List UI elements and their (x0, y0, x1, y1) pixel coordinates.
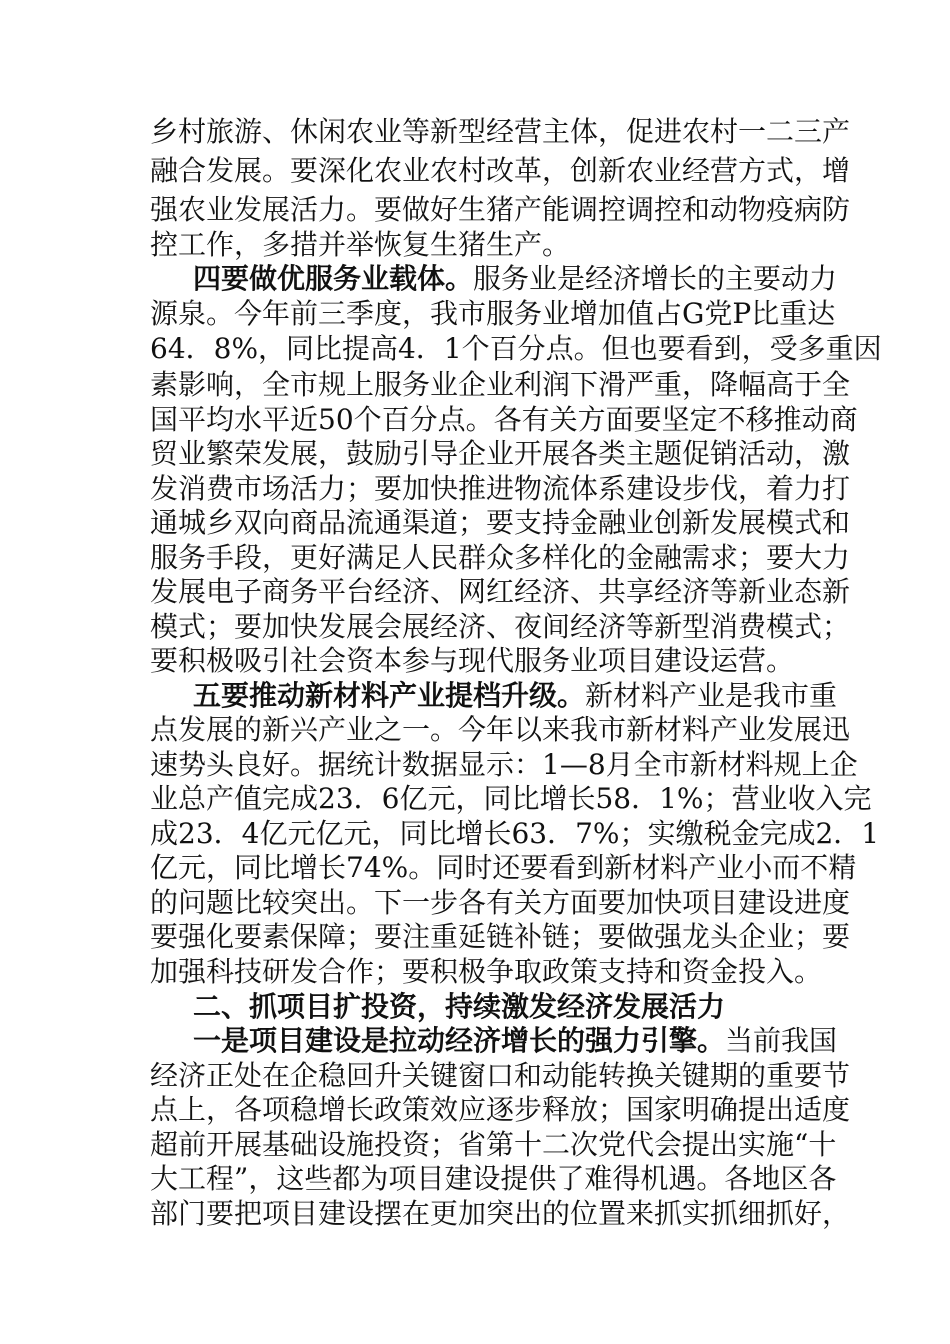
paragraph-line (150, 1159, 837, 1199)
line-text: 素影响，全市规上服务业企业利润下滑严重，降幅高于全 (150, 368, 851, 401)
paragraph-line (150, 952, 823, 992)
lead-text: 四要做优服务业载体。 (193, 262, 474, 295)
paragraph-line (150, 1194, 851, 1234)
line-text: 强农业发展活力。要做好生猪产能调控调控和动物疫病防 (150, 193, 851, 226)
paragraph-line (150, 329, 882, 369)
line-text: 亿元，同比增长74%。同时还要看到新材料产业小而不精 (150, 851, 857, 884)
line-text: 控工作，多措并举恢复生猪生产。 (150, 228, 571, 261)
line-text: 要强化要素保障；要注重延链补链；要做强龙头企业；要 (150, 920, 851, 953)
paragraph-line (150, 572, 851, 612)
line-text: 业总产值完成23．6亿元，同比增长58．1%；营业收入完 (150, 782, 872, 815)
line-text: 点上，各项稳增长政策效应逐步释放；国家明确提出适度 (150, 1093, 851, 1126)
line-text: 新材料产业是我市重 (585, 679, 838, 712)
paragraph-line (150, 151, 851, 191)
line-text: 要积极吸引社会资本参与现代服务业项目建设运营。 (150, 644, 795, 677)
line-text: 服务手段，更好满足人民群众多样化的金融需求；要大力 (150, 541, 851, 574)
line-text: 国平均水平近50个百分点。各有关方面要坚定不移推动商 (150, 403, 858, 436)
line-text: 源泉。今年前三季度，我市服务业增加值占G党P比重达 (150, 297, 836, 330)
line-text: 通城乡双向商品流通渠道；要支持金融业创新发展模式和 (150, 506, 851, 539)
paragraph-line (150, 848, 857, 888)
line-text: 融合发展。要深化农业农村改革，创新农业经营方式，增 (150, 154, 851, 187)
line-text: 发展电子商务平台经济、网红经济、共享经济等新业态新 (150, 575, 851, 608)
line-text: 的问题比较突出。下一步各有关方面要加快项目建设进度 (150, 886, 851, 919)
paragraph-line (150, 917, 851, 957)
line-text: 大工程”，这些都为项目建设提供了难得机遇。各地区各 (150, 1162, 837, 1195)
line-text: 贸业繁荣发展，鼓励引导企业开展各类主题促销活动，激 (150, 437, 851, 470)
lead-text: 五要推动新材料产业提档升级。 (193, 679, 586, 712)
heading-text: 二、抓项目扩投资，持续激发经济发展活力 (193, 990, 726, 1023)
line-text: 部门要把项目建设摆在更加突出的位置来抓实抓细抓好， (150, 1197, 851, 1230)
paragraph-line (150, 779, 872, 819)
paragraph-line (150, 710, 851, 750)
paragraph-line (150, 365, 851, 405)
paragraph-line (150, 641, 810, 681)
lead-text: 一是项目建设是拉动经济增长的强力引擎。 (193, 1024, 726, 1057)
line-text: 经济正处在企稳回升关键窗口和动能转换关键期的重要节 (150, 1059, 851, 1092)
paragraph-line (150, 434, 851, 474)
line-text: 发消费市场活力；要加快推进物流体系建设步伐，着力打 (150, 472, 851, 505)
paragraph-line (193, 1021, 838, 1061)
paragraph-line (150, 1090, 851, 1130)
line-text: 超前开展基础设施投资；省第十二次党代会提出实施“十 (150, 1128, 837, 1161)
paragraph-line (150, 503, 851, 543)
line-text: 64．8%，同比提高4．1个百分点。但也要看到，受多重因 (150, 332, 882, 365)
paragraph-line (193, 259, 838, 299)
line-text: 点发展的新兴产业之一。今年以来我市新材料产业发展迅 (150, 713, 851, 746)
line-text: 模式；要加快发展会展经济、夜间经济等新型消费模式； (150, 610, 851, 643)
paragraph-line (150, 190, 851, 230)
line-text: 加强科技研发合作；要积极争取政策支持和资金投入。 (150, 955, 823, 988)
line-text: 成23．4亿元亿元，同比增长63．7%；实缴税金完成2．1 (150, 817, 880, 850)
line-text: 速势头良好。据统计数据显示：1—8月全市新材料规上企 (150, 748, 858, 781)
paragraph-line (150, 112, 851, 152)
line-text: 服务业是经济增长的主要动力 (473, 262, 838, 295)
line-text: 乡村旅游、休闲农业等新型经营主体，促进农村一二三产 (150, 115, 851, 148)
line-text: 当前我国 (725, 1024, 838, 1057)
paragraph-line (150, 294, 836, 334)
